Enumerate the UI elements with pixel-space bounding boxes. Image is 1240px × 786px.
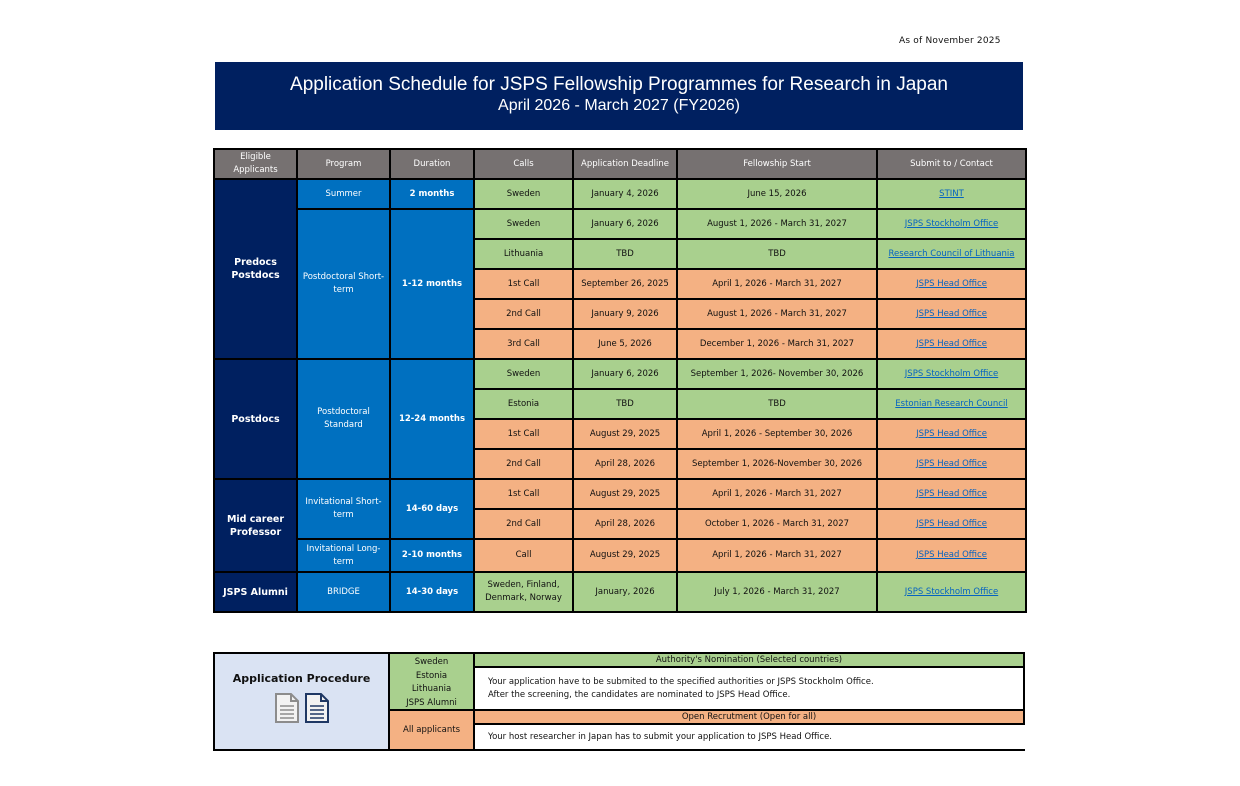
start-cell: August 1, 2026 - March 31, 2027 <box>677 209 877 239</box>
deadline-cell: April 28, 2026 <box>573 509 677 539</box>
page-title: Application Schedule for JSPS Fellowship Programmes for Research in Japan <box>290 74 948 95</box>
open-applicants: All applicants <box>390 711 475 749</box>
page-title-banner <box>215 62 1023 130</box>
start-cell: September 1, 2026-November 30, 2026 <box>677 449 877 479</box>
table-row <box>214 572 1026 612</box>
document-icon <box>274 693 300 723</box>
duration-invitational-short: 14-60 days <box>390 479 474 539</box>
call-cell: Estonia <box>474 389 573 419</box>
deadline-cell: January 6, 2026 <box>573 209 677 239</box>
contact-link[interactable]: JSPS Stockholm Office <box>904 586 999 597</box>
table-row <box>214 209 1026 239</box>
call-cell: Call <box>474 539 573 572</box>
contact-link[interactable]: JSPS Head Office <box>916 518 987 529</box>
deadline-cell: TBD <box>573 389 677 419</box>
call-cell: Sweden, Finland, Denmark, Norway <box>474 572 573 612</box>
start-cell: October 1, 2026 - March 31, 2027 <box>677 509 877 539</box>
deadline-cell: January 9, 2026 <box>573 299 677 329</box>
deadline-cell: TBD <box>573 239 677 269</box>
start-cell: TBD <box>677 389 877 419</box>
nomination-applicants <box>390 654 475 711</box>
applicant-country: Sweden <box>414 657 449 667</box>
start-cell: June 15, 2026 <box>677 179 877 209</box>
program-invitational-long-term: Invitational Long-term <box>297 539 390 572</box>
contact-link[interactable]: Research Council of Lithuania <box>888 248 1015 259</box>
applicant-country: Estonia <box>415 670 448 681</box>
start-cell: TBD <box>677 239 877 269</box>
program-postdoctoral-standard: Postdoctoral Standard <box>297 359 390 479</box>
contact-link[interactable]: JSPS Head Office <box>916 428 987 439</box>
contact-link[interactable]: JSPS Head Office <box>916 308 987 319</box>
contact-link[interactable]: JSPS Head Office <box>916 338 987 349</box>
eligible-predocs-postdocs: Predocs Postdocs <box>214 179 297 359</box>
call-cell: 1st Call <box>474 479 573 509</box>
program-bridge: BRIDGE <box>297 572 390 612</box>
call-cell: 1st Call <box>474 269 573 299</box>
document-icon <box>304 693 330 723</box>
start-cell: April 1, 2026 - March 31, 2027 <box>677 269 877 299</box>
open-recruitment-description: Your host researcher in Japan has to submit your application to JSPS Head Office. <box>475 725 1036 749</box>
program-postdoctoral-short-term: Postdoctoral Short-term <box>297 209 390 359</box>
header-calls: Calls <box>474 149 573 179</box>
header-duration: Duration <box>390 149 474 179</box>
table-row <box>214 479 1026 509</box>
eligible-mid-career: Mid career Professor <box>214 479 297 572</box>
start-cell: August 1, 2026 - March 31, 2027 <box>677 299 877 329</box>
call-cell: 1st Call <box>474 419 573 449</box>
call-cell: 3rd Call <box>474 329 573 359</box>
nomination-heading: Authority's Nomination (Selected countries) <box>475 654 1023 668</box>
start-cell: September 1, 2026- November 30, 2026 <box>677 359 877 389</box>
start-cell: April 1, 2026 - September 30, 2026 <box>677 419 877 449</box>
call-cell: Sweden <box>474 209 573 239</box>
procedure-title-cell <box>215 654 390 749</box>
program-summer: Summer <box>297 179 390 209</box>
header-contact: Submit to / Contact <box>877 149 1026 179</box>
contact-link[interactable]: JSPS Stockholm Office <box>904 218 999 229</box>
deadline-cell: January, 2026 <box>573 572 677 612</box>
duration-invitational-long: 2-10 months <box>390 539 474 572</box>
duration-summer: 2 months <box>390 179 474 209</box>
call-cell: 2nd Call <box>474 449 573 479</box>
procedure-title: Application Procedure <box>232 672 371 685</box>
eligible-jsps-alumni: JSPS Alumni <box>214 572 297 612</box>
deadline-cell: August 29, 2025 <box>573 539 677 572</box>
call-cell: Sweden <box>474 179 573 209</box>
call-cell: Lithuania <box>474 239 573 269</box>
contact-link[interactable]: JSPS Head Office <box>916 488 987 499</box>
applicant-country: JSPS Alumni <box>406 697 457 708</box>
applicant-country: Lithuania <box>411 684 452 694</box>
table-header-row <box>214 149 1026 179</box>
deadline-cell: August 29, 2025 <box>573 419 677 449</box>
nomination-text-line: After the screening, the candidates are nominated to JSPS Head Office. <box>488 690 791 700</box>
schedule-table <box>213 148 1027 613</box>
contact-link[interactable]: JSPS Stockholm Office <box>904 368 999 379</box>
program-invitational-short-term: Invitational Short-term <box>297 479 390 539</box>
deadline-cell: August 29, 2025 <box>573 479 677 509</box>
open-recruitment-heading: Open Recrutment (Open for all) <box>475 711 1023 725</box>
as-of-date: As of November 2025 <box>899 36 1001 46</box>
header-program: Program <box>297 149 390 179</box>
contact-link[interactable]: JSPS Head Office <box>916 550 987 560</box>
nomination-description <box>475 668 1023 711</box>
table-row <box>214 359 1026 389</box>
call-cell: 2nd Call <box>474 509 573 539</box>
deadline-cell: September 26, 2025 <box>573 269 677 299</box>
nomination-text-line: Your application have to be submited to the specified authorities or JSPS Stockholm Office. <box>488 677 874 687</box>
application-procedure-box <box>213 652 1025 751</box>
duration-standard: 12-24 months <box>390 359 474 479</box>
page-subtitle: April 2026 - March 2027 (FY2026) <box>498 97 740 114</box>
eligible-postdocs: Postdocs <box>214 359 297 479</box>
table-row <box>214 539 1026 572</box>
contact-link[interactable]: JSPS Head Office <box>916 278 987 289</box>
header-eligible: Eligible Applicants <box>214 149 297 179</box>
header-fellowship-start: Fellowship Start <box>677 149 877 179</box>
contact-link[interactable]: STINT <box>939 188 964 199</box>
call-cell: 2nd Call <box>474 299 573 329</box>
deadline-cell: January 6, 2026 <box>573 359 677 389</box>
duration-bridge: 14-30 days <box>390 572 474 612</box>
deadline-cell: June 5, 2026 <box>573 329 677 359</box>
deadline-cell: January 4, 2026 <box>573 179 677 209</box>
start-cell: April 1, 2026 - March 31, 2027 <box>677 539 877 572</box>
call-cell: Sweden <box>474 359 573 389</box>
start-cell: December 1, 2026 - March 31, 2027 <box>677 329 877 359</box>
deadline-cell: April 28, 2026 <box>573 449 677 479</box>
contact-link[interactable]: Estonian Research Council <box>895 398 1008 409</box>
contact-link[interactable]: JSPS Head Office <box>916 458 987 469</box>
start-cell: April 1, 2026 - March 31, 2027 <box>677 479 877 509</box>
start-cell: July 1, 2026 - March 31, 2027 <box>677 572 877 612</box>
table-row <box>214 179 1026 209</box>
header-deadline: Application Deadline <box>573 149 677 179</box>
duration-short-term: 1-12 months <box>390 209 474 359</box>
